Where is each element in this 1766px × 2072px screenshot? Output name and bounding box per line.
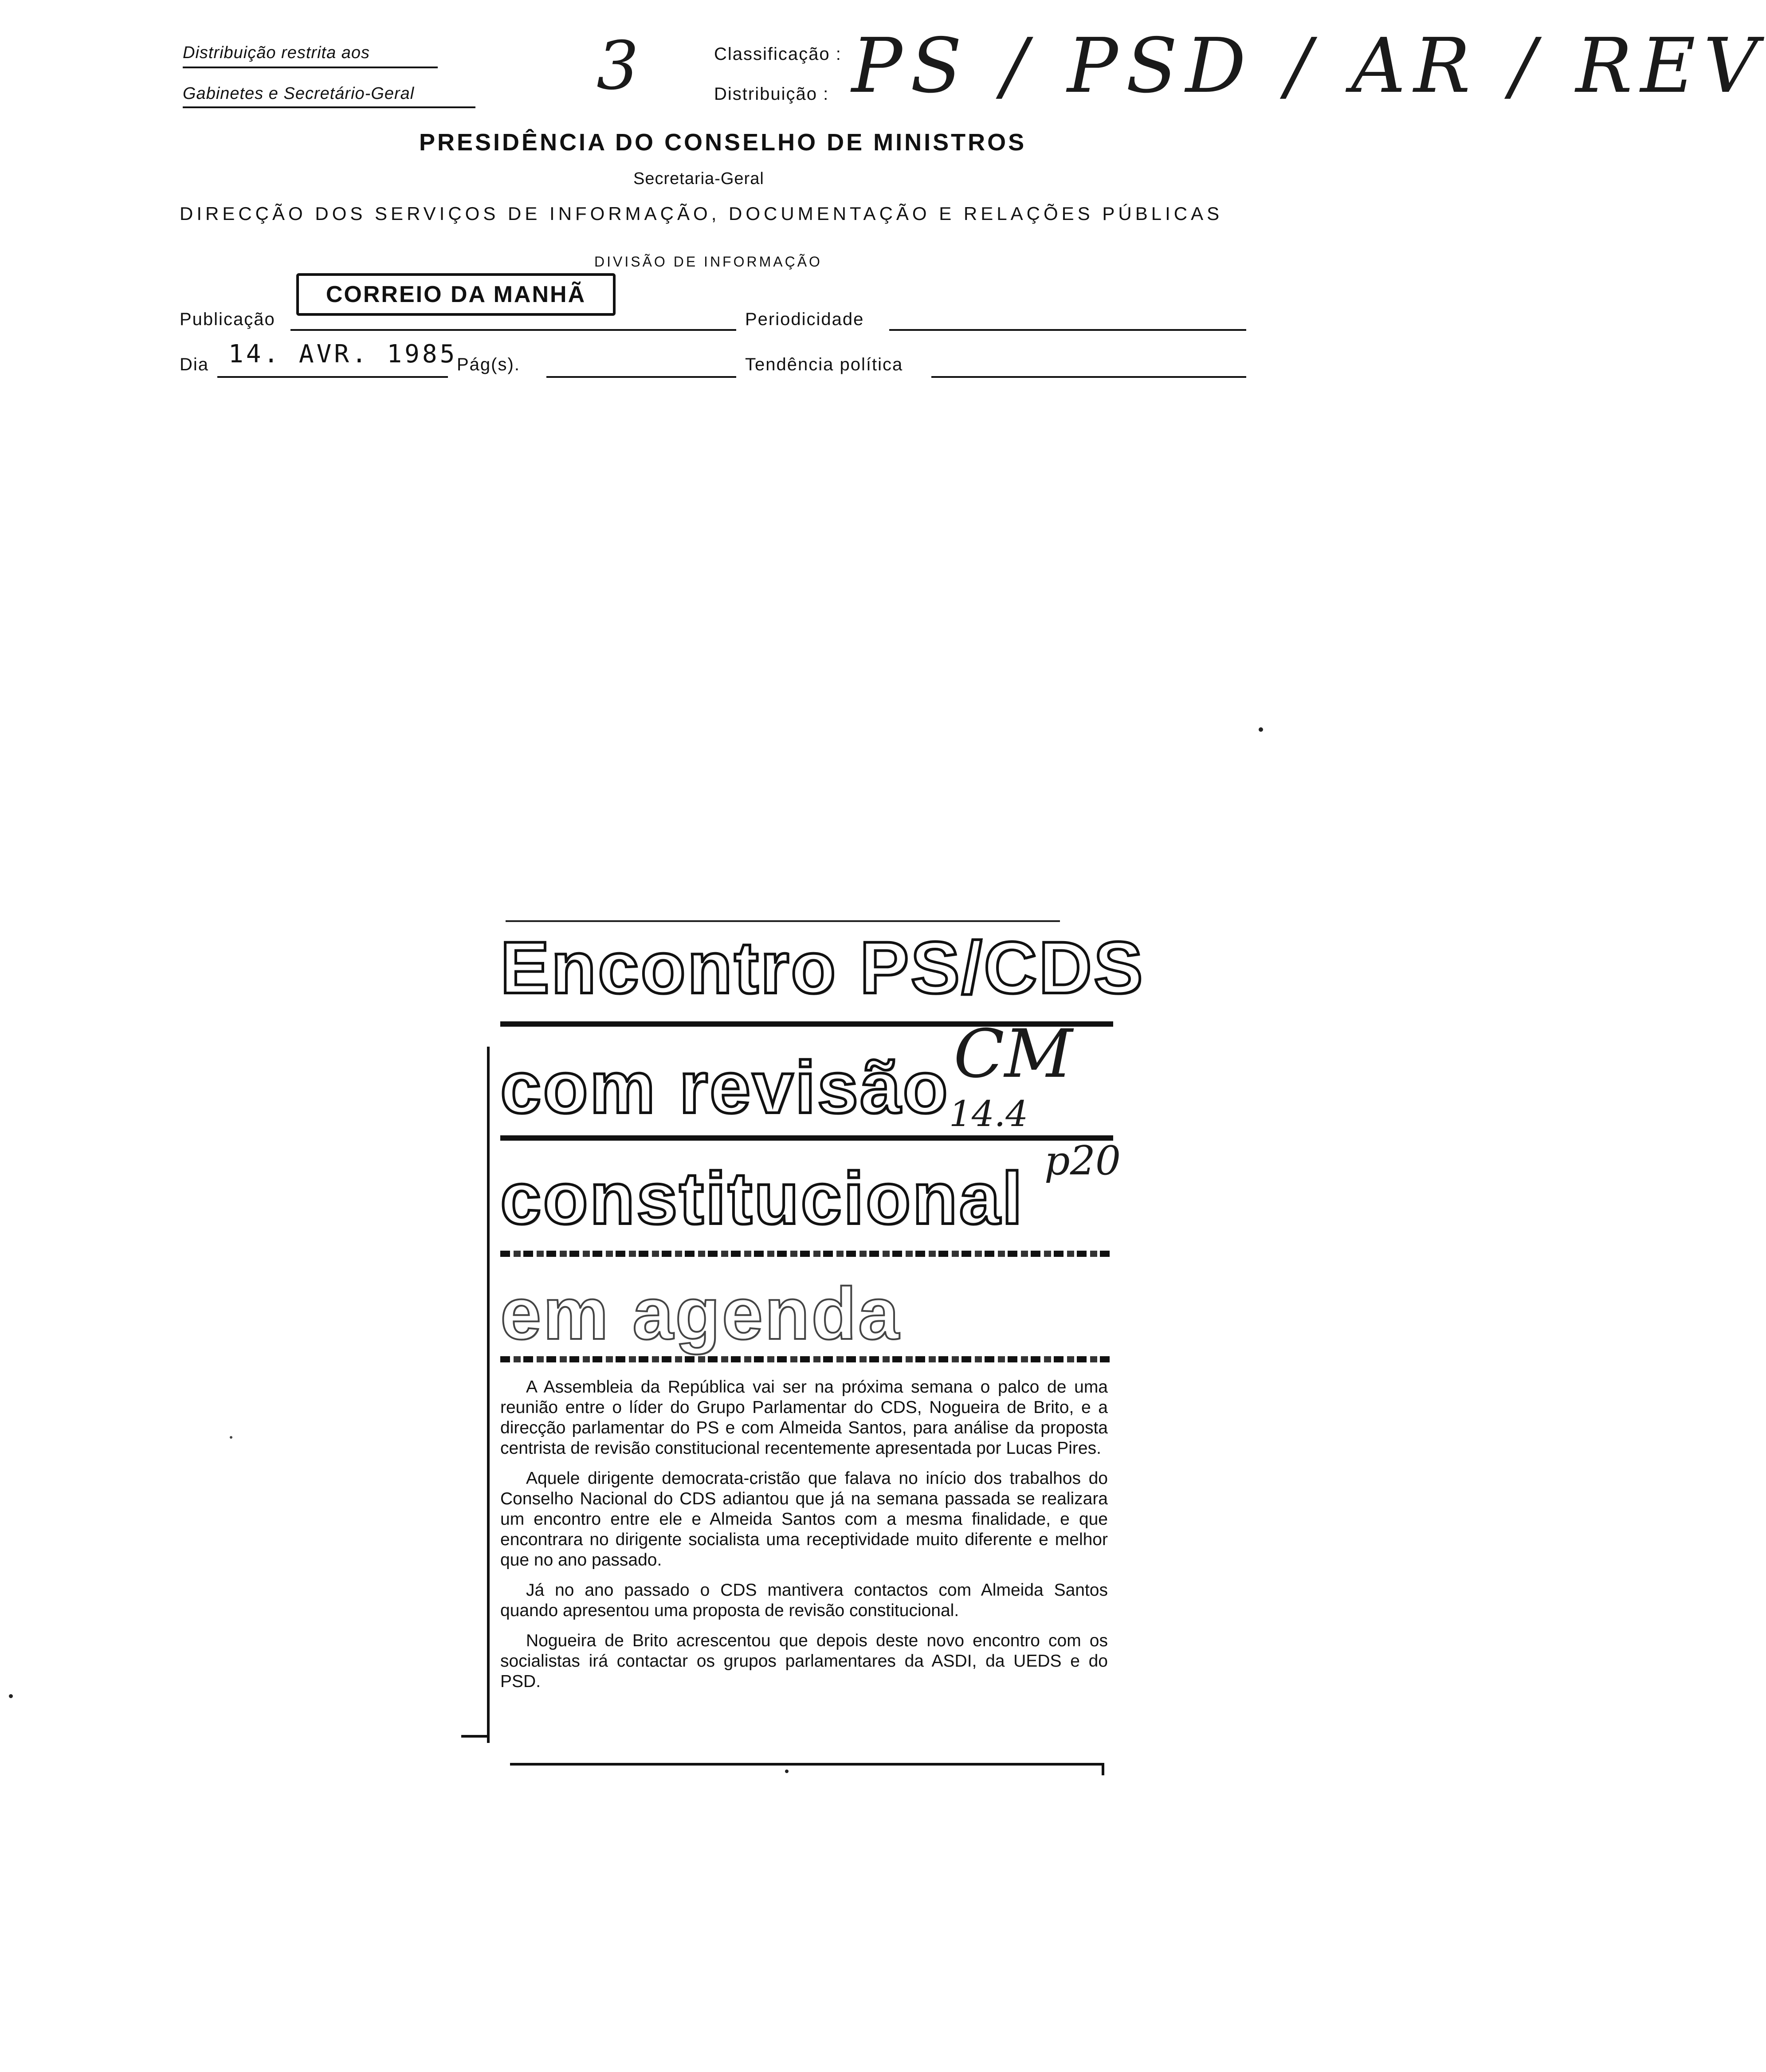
publication-label: Publicação — [180, 310, 275, 329]
publication-stamp: CORREIO DA MANHÃ — [296, 273, 616, 316]
clipping-bottom-tick — [1102, 1763, 1104, 1775]
headline-line-4: em agenda — [500, 1273, 901, 1355]
clipping-top-rule — [506, 920, 1060, 922]
restriction-line-2: Gabinetes e Secretário-Geral — [183, 84, 415, 103]
handwritten-number: 3 — [597, 27, 639, 105]
headline-rule-2 — [500, 1135, 1113, 1141]
scan-speck — [785, 1770, 789, 1773]
margin-bracket-foot — [461, 1735, 490, 1738]
institution-title: PRESIDÊNCIA DO CONSELHO DE MINISTROS — [419, 129, 1027, 156]
periodicity-field-line — [889, 329, 1246, 331]
article-paragraph: A Assembleia da República vai ser na próxima semana o palco de uma reunião entre o líder do Grupo Parlamentar do CDS, Nogueira de Brito, e a direcção parlamentar do PS e com Almeida Santos, para análise da proposta centrista de revisão constitucional recentemente apresentada por Lucas Pires. — [500, 1377, 1108, 1458]
day-value: 14. AVR. 1985 — [228, 340, 458, 369]
handwritten-note-date: 14.4 — [949, 1093, 1028, 1134]
classification-label: Classificação : — [714, 44, 842, 64]
headline-rule-4 — [500, 1356, 1113, 1362]
headline-line-1: Encontro PS/CDS — [500, 927, 1145, 1009]
publication-field-line — [290, 329, 736, 331]
restriction-underline-2 — [183, 106, 475, 108]
distribution-label: Distribuição : — [714, 84, 829, 104]
handwritten-classification: PS / PSD / AR / REV — [852, 22, 1766, 110]
scan-speck — [9, 1694, 13, 1698]
handwritten-note-page: p20 — [1044, 1138, 1121, 1184]
handwritten-note-newspaper: CM — [954, 1016, 1073, 1093]
division-title: DIVISÃO DE INFORMAÇÃO — [594, 254, 822, 270]
scan-speck — [230, 1436, 232, 1439]
day-field-line — [217, 376, 448, 378]
headline-line-3: constitucional — [500, 1158, 1024, 1240]
restriction-line-1: Distribuição restrita aos — [183, 43, 370, 62]
clipping-bottom-rule — [510, 1763, 1104, 1766]
margin-bracket-line — [487, 1047, 490, 1743]
scan-speck — [1259, 727, 1263, 732]
political-tendency-label: Tendência política — [745, 355, 903, 374]
directorate-title: DIRECÇÃO DOS SERVIÇOS DE INFORMAÇÃO, DOCUMENTAÇÃO E RELAÇÕES PÚBLICAS — [180, 203, 1223, 224]
pages-field-line — [546, 376, 736, 378]
headline-line-2: com revisão — [500, 1047, 950, 1129]
article-paragraph: Já no ano passado o CDS mantivera contactos com Almeida Santos quando apresentou uma proposta de revisão constitucional. — [500, 1581, 1108, 1620]
political-tendency-field-line — [931, 376, 1246, 378]
headline-rule-3 — [500, 1251, 1113, 1257]
article-body — [500, 1377, 1108, 1702]
pages-label: Pág(s). — [457, 355, 520, 374]
restriction-underline-1 — [183, 67, 438, 68]
secretariat-title: Secretaria-Geral — [633, 169, 764, 188]
article-paragraph: Nogueira de Brito acrescentou que depois deste novo encontro com os socialistas irá contactar os grupos parlamentares da ASDI, da UEDS e do PSD. — [500, 1631, 1108, 1691]
article-paragraph: Aquele dirigente democrata-cristão que falava no início dos trabalhos do Conselho Nacional do CDS adiantou que já na semana passada se realizara um encontro entre ele e Almeida Santos com a mesma finalidade, e que encontrara no dirigente socialista uma receptividade muito diferente e melhor que no ano passado. — [500, 1469, 1108, 1570]
day-label: Dia — [180, 355, 209, 374]
periodicity-label: Periodicidade — [745, 310, 864, 329]
